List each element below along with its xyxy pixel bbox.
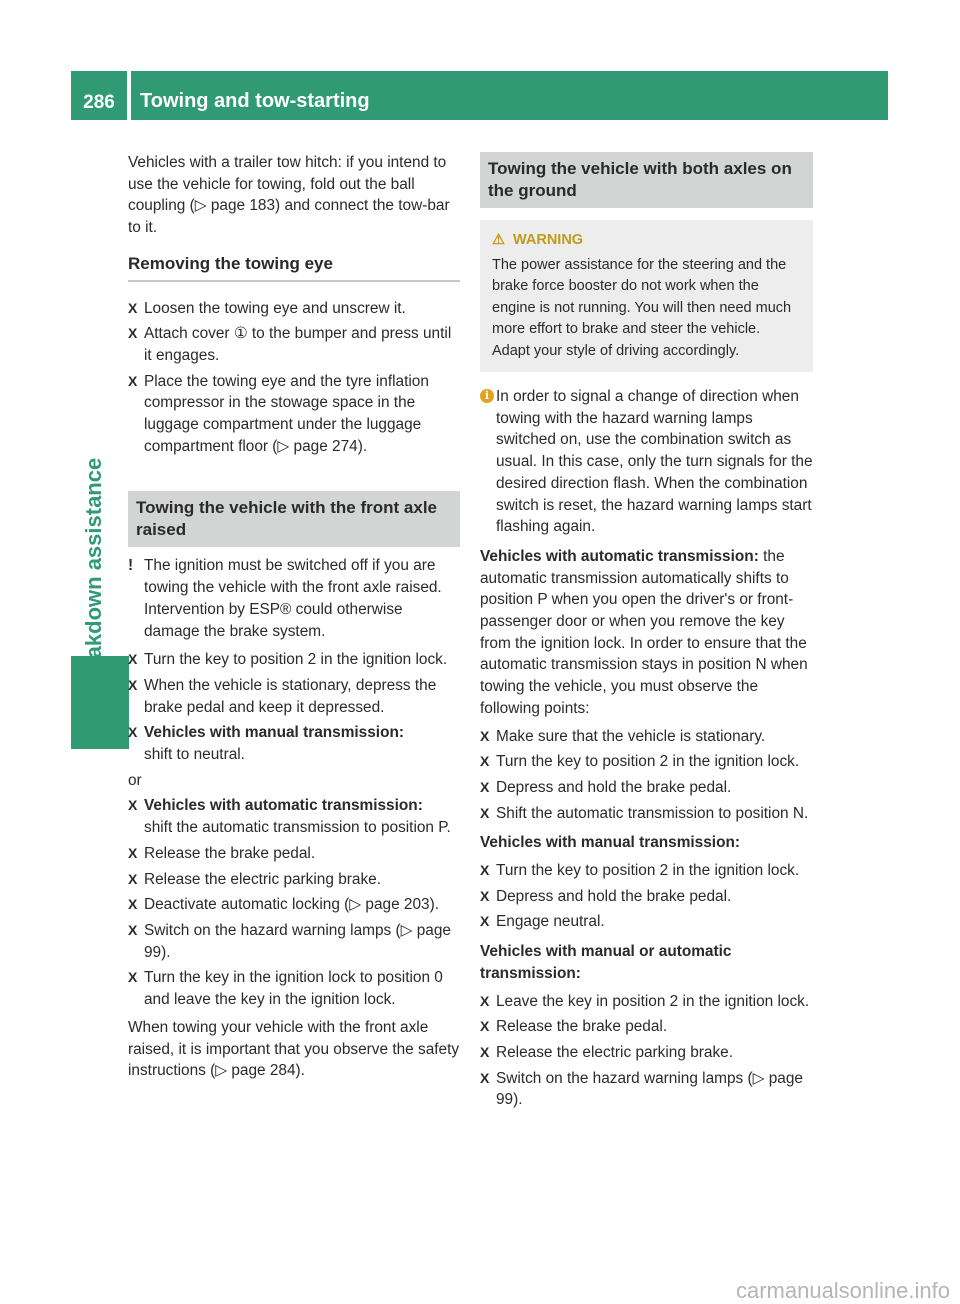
step-arrow-icon: X <box>128 844 138 861</box>
step-arrow-icon: X <box>128 325 138 342</box>
step-arrow-icon: X <box>480 887 490 904</box>
list-item <box>480 886 813 908</box>
manual-or-automatic-heading: Vehicles with manual or automatic transmission: <box>480 943 732 982</box>
automatic-paragraph <box>480 546 813 720</box>
step-arrow-icon: X <box>480 1018 490 1035</box>
list-item <box>480 1016 813 1038</box>
list-item <box>128 649 460 671</box>
step-text: shift the automatic transmission to position P. <box>144 819 451 837</box>
step-arrow-icon: X <box>480 992 490 1009</box>
step-text: Engage neutral. <box>496 913 605 931</box>
step-text: Release the electric parking brake. <box>496 1043 733 1061</box>
info-text: In order to signal a change of direction when towing with the hazard warning lamps switched on, use the combination switch as usual. In this case, only the turn signals for the desired direction flash. When the combination switch is reset, the hazard warning lamps start flashing again. <box>496 388 813 536</box>
watermark: carmanualsonline.info <box>735 1278 950 1303</box>
step-bold: Vehicles with manual transmission: <box>144 724 405 742</box>
page-title: Towing and tow-starting <box>140 90 370 112</box>
exclamation-icon: ! <box>128 557 134 575</box>
list-item <box>480 1042 813 1064</box>
step-arrow-icon: X <box>128 651 138 668</box>
right-column <box>480 152 813 1115</box>
step-text: Shift the automatic transmission to position N. <box>496 804 809 822</box>
list-item <box>128 920 460 963</box>
left-column <box>128 152 460 1082</box>
list-item <box>128 967 460 1010</box>
info-note <box>480 386 813 538</box>
both-axles-heading: Towing the vehicle with both axles on the ground <box>480 152 813 208</box>
closing-paragraph: When towing your vehicle with the front axle raised, it is important that you observe the safety instructions (▷ page 284). <box>128 1018 460 1080</box>
page-number: 286 <box>83 92 115 113</box>
step-arrow-icon: X <box>128 797 138 814</box>
list-item <box>128 722 460 765</box>
step-arrow-icon: X <box>128 724 138 741</box>
or-text: or <box>128 771 142 789</box>
step-text: Attach cover ① to the bumper and press until it engages. <box>144 325 452 364</box>
step-text: Release the electric parking brake. <box>144 870 381 888</box>
step-arrow-icon: X <box>128 969 138 986</box>
list-item <box>480 860 813 882</box>
list-item <box>128 675 460 718</box>
removing-heading: Removing the towing eye <box>128 253 460 282</box>
list-item <box>480 911 813 933</box>
step-arrow-icon: X <box>128 870 138 887</box>
step-text: Place the towing eye and the tyre inflation compressor in the stowage space in the luggage compartment under the luggage compartment floor (▷ page 274). <box>144 372 429 455</box>
list-item <box>480 1068 813 1111</box>
step-arrow-icon: X <box>480 1043 490 1060</box>
side-tab <box>81 457 121 735</box>
list-item <box>128 323 460 366</box>
step-text: Switch on the hazard warning lamps (▷ page 99). <box>496 1069 803 1109</box>
step-text: Depress and hold the brake pedal. <box>496 778 732 796</box>
list-item <box>128 869 460 891</box>
step-text: Switch on the hazard warning lamps (▷ page 99). <box>144 921 451 961</box>
list-item <box>128 371 460 458</box>
step-arrow-icon: X <box>480 753 490 770</box>
warning-triangle-icon: ⚠ <box>492 232 505 248</box>
list-item <box>480 751 813 773</box>
list-item <box>480 803 813 825</box>
step-arrow-icon: X <box>128 676 138 693</box>
step-arrow-icon: X <box>128 896 138 913</box>
list-item <box>480 726 813 748</box>
list-item <box>128 894 460 916</box>
list-item <box>128 843 460 865</box>
step-text: Release the brake pedal. <box>496 1018 668 1036</box>
step-text: When the vehicle is stationary, depress the brake pedal and keep it depressed. <box>144 676 437 716</box>
warning-box <box>480 220 813 372</box>
list-item <box>128 298 460 320</box>
warning-title-text: WARNING <box>513 232 584 248</box>
step-text: Make sure that the vehicle is stationary. <box>496 727 766 745</box>
step-arrow-icon: X <box>480 778 490 795</box>
info-icon: i <box>480 389 494 403</box>
step-text: Loosen the towing eye and unscrew it. <box>144 299 406 317</box>
step-arrow-icon: X <box>480 804 490 821</box>
step-text: Turn the key in the ignition lock to position 0 and leave the key in the ignition lock. <box>144 969 443 1009</box>
list-item <box>128 795 460 838</box>
manual-heading: Vehicles with manual transmission: <box>480 834 741 852</box>
step-text: Turn the key to position 2 in the ignition lock. <box>496 862 800 880</box>
warning-text: The power assistance for the steering and the brake force booster do not work when the engine is not running. You will then need much more effort to brake and steer the vehicle. Adapt your style of driving accordingly. <box>492 256 792 359</box>
step-text: Turn the key to position 2 in the ignition lock. <box>144 651 448 669</box>
side-tab-label: Breakdown assistance <box>81 457 106 695</box>
step-arrow-icon: X <box>480 1069 490 1086</box>
header-divider <box>127 71 131 120</box>
front-axle-heading: Towing the vehicle with the front axle raised <box>128 491 460 547</box>
step-bold: Vehicles with automatic transmission: <box>144 797 423 815</box>
automatic-label: Vehicles with automatic transmission: <box>480 547 759 565</box>
step-arrow-icon: X <box>128 921 138 938</box>
list-item <box>480 777 813 799</box>
warning-title <box>492 230 801 252</box>
step-text: Turn the key to position 2 in the ignition lock. <box>496 753 800 771</box>
step-text: Depress and hold the brake pedal. <box>496 887 732 905</box>
note <box>128 555 460 642</box>
step-arrow-icon: X <box>480 727 490 744</box>
step-arrow-icon: X <box>128 372 138 389</box>
step-arrow-icon: X <box>480 862 490 879</box>
automatic-text: the automatic transmission automatically shifts to position P when you open the driver's or front-passenger door or when you remove the key from the ignition lock. In order to ensure that the automatic transmission stays in position N when towing the vehicle, you must observe the following points: <box>480 547 808 717</box>
intro-paragraph: Vehicles with a trailer tow hitch: if you intend to use the vehicle for towing, fold out the ball coupling (▷ page 183) and connect the tow-bar to it. <box>128 154 450 237</box>
step-text: Leave the key in position 2 in the ignition lock. <box>496 992 810 1010</box>
note-text: The ignition must be switched off if you are towing the vehicle with the front axle raised. Intervention by ESP® could otherwise damage the brake system. <box>144 557 442 640</box>
step-arrow-icon: X <box>480 913 490 930</box>
step-text: Deactivate automatic locking (▷ page 203). <box>144 896 440 914</box>
list-item <box>480 991 813 1013</box>
step-text: shift to neutral. <box>144 746 245 764</box>
step-arrow-icon: X <box>128 299 138 316</box>
step-text: Release the brake pedal. <box>144 844 316 862</box>
